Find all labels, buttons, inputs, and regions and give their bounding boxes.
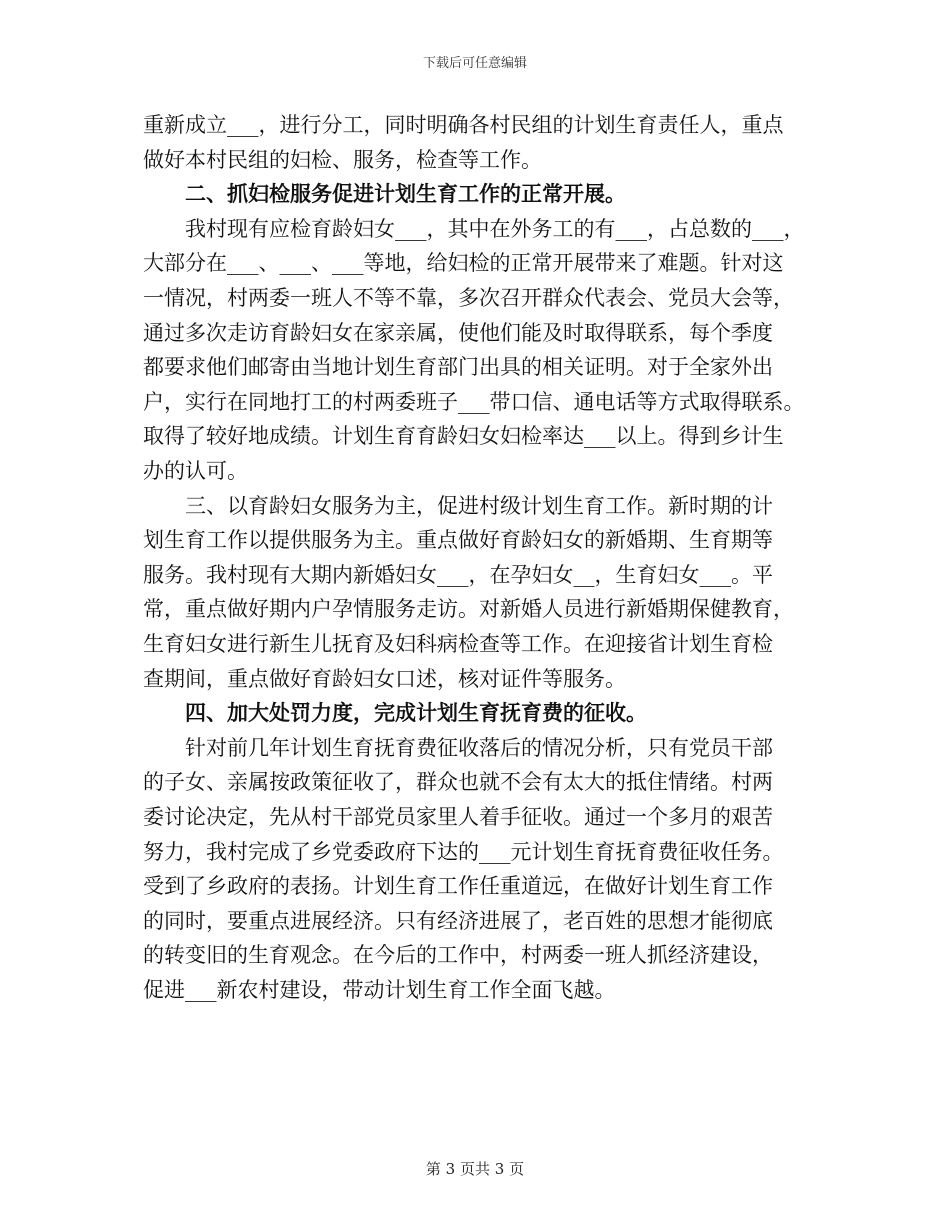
- paragraph-line: 针对前几年计划生育抚育费征收落后的情况分析，只有党员干部: [185, 735, 773, 760]
- paragraph-line: 都要求他们邮寄由当地计划生育部门出具的相关证明。对于全家外出: [143, 355, 773, 380]
- paragraph-line: 通过多次走访育龄妇女在家亲属，使他们能及时取得联系，每个季度: [143, 320, 773, 345]
- paragraph-line: 重新成立___，进行分工，同时明确各村民组的计划生育责任人，重点: [143, 113, 784, 137]
- paragraph-line: 委讨论决定，先从村干部党员家里人着手征收。通过一个多月的艰苦: [143, 805, 773, 829]
- paragraph-line: 努力，我村完成了乡党委政府下达的___元计划生育抚育费征收任务。: [143, 839, 784, 864]
- paragraph-line: 办的认可。: [143, 459, 248, 483]
- paragraph-line: 一情况，村两委一班人不等不靠，多次召开群众代表会、党员大会等，: [143, 286, 794, 310]
- paragraph-line: 四、加大处罚力度，完成计划生育抚育费的征收。: [185, 700, 647, 726]
- paragraph-line: 划生育工作以提供服务为主。重点做好育龄妇女的新婚期、生育期等: [143, 528, 773, 553]
- paragraph-line: 生育妇女进行新生儿抚育及妇科病检查等工作。在迎接省计划生育检: [143, 632, 773, 656]
- paragraph-line: 服务。我村现有大期内新婚妇女___，在孕妇女__，生育妇女___。平: [143, 562, 773, 587]
- paragraph-line: 取得了较好地成绩。计划生育育龄妇女妇检率达___以上。得到乡计生: [143, 424, 784, 449]
- paragraph-line: 查期间，重点做好育龄妇女口述，核对证件等服务。: [143, 666, 626, 691]
- paragraph-line: 户，实行在同地打工的村两委班子___带口信、通电话等方式取得联系。: [143, 389, 805, 414]
- page-header: 下载后可任意编辑: [422, 56, 527, 71]
- paragraph-line: 的同时，要重点进展经济。只有经济进展了，老百姓的思想才能彻底: [143, 908, 773, 933]
- paragraph-line: 做好本村民组的妇检、服务，检查等工作。: [143, 147, 542, 172]
- paragraph-line: 三、以育龄妇女服务为主，促进村级计划生育工作。新时期的计: [185, 493, 773, 518]
- paragraph-line: 我村现有应检育龄妇女___，其中在外务工的有___，占总数的___，: [185, 216, 805, 241]
- paragraph-line: 大部分在___、___、___等地，给妇检的正常开展带来了难题。针对这: [143, 251, 784, 276]
- paragraph-line: 促进___新农村建设，带动计划生育工作全面飞越。: [143, 978, 616, 1002]
- paragraph-line: 的子女、亲属按政策征收了，群众也就不会有太大的抵住情绪。村两: [143, 770, 773, 795]
- paragraph-line: 受到了乡政府的表扬。计划生育工作任重道远，在做好计划生育工作: [143, 874, 773, 899]
- paragraph-line: 常，重点做好期内户孕情服务走访。对新婚人员进行新婚期保健教育，: [143, 597, 794, 622]
- paragraph-line: 二、抓妇检服务促进计划生育工作的正常开展。: [185, 181, 626, 207]
- page-footer: 第 3 页共 3 页: [425, 1160, 525, 1178]
- paragraph-line: 的转变旧的生育观念。在今后的工作中，村两委一班人抓经济建设，: [143, 943, 773, 968]
